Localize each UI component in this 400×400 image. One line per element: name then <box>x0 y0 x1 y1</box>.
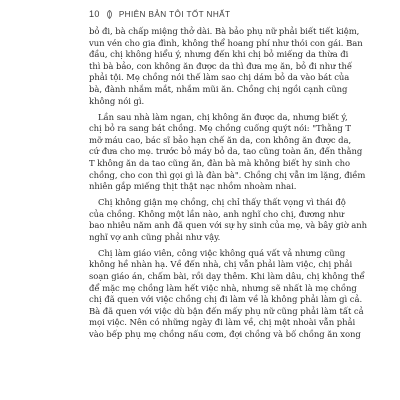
paragraph <box>89 111 366 193</box>
text-line: Chị không giận mẹ chồng, chị chỉ thấy thất vọng vì thái độ <box>98 197 346 208</box>
text-line: phải tội. Mẹ chồng nói thế làm sao chị dám bỏ da vào bát của <box>89 72 350 83</box>
text-line: bà, đành nhắm mắt, nhắm mũi ăn. Chồng chị ngồi cạnh cũng <box>89 83 348 94</box>
text-line: không hề nhàn hạ. Về đến nhà, chị vẫn phải làm việc, chị phải <box>89 259 353 270</box>
text-line: không nói gì. <box>89 95 145 106</box>
text-line: chồng, cho con thì gọi gì là đàn bà". Chồng chị vẫn im lặng, điềm <box>89 169 366 180</box>
text-line: soạn giáo án, chấm bài, rồi dạy thêm. Khi làm dâu, chị không thể <box>89 271 365 282</box>
text-line: vào bếp phụ mẹ chồng nấu cơm, đợi chồng và bố chồng ăn xong <box>89 329 361 340</box>
page-body-text <box>89 26 367 341</box>
leaf-icon <box>106 10 113 19</box>
text-line: vun vén cho gia đình, không thể hoang phí như thói con gái. Ban <box>89 37 363 48</box>
text-line: cứ đưa cho mẹ. trước bỏ máy bỏ da, tao cũng toàn ăn, đến thằng <box>89 146 363 157</box>
text-line: bao nhiêu năm anh đã quen với sự hy sinh của mẹ, và bây giờ anh <box>89 220 367 231</box>
page-number: 10 <box>89 9 100 19</box>
paragraph <box>89 197 367 243</box>
text-line: bỏ đi, bà chấp miệng thở dài. Bà bảo phụ nữ phải biết tiết kiệm, <box>89 26 360 36</box>
text-line: thì bà bảo, con không ăn được da thì đưa mẹ ăn, bỏ đi như thế <box>89 60 352 71</box>
text-line: mỡ máu cao, bác sĩ bảo hạn chế ăn da, con không ăn được da, <box>89 134 352 145</box>
text-line: mọi việc. Nên có những ngày đi làm về, chị mệt nhoài vẫn phải <box>89 317 356 328</box>
paragraph <box>89 247 365 341</box>
paragraph <box>89 26 363 107</box>
text-line: đầu, chị không hiểu ý, nhưng đến khi chị bỏ miếng da thừa đi <box>89 49 349 60</box>
page-header <box>89 7 230 21</box>
text-line: chị đã quen với việc chồng chị đi làm về là không phải làm gì cả. <box>89 294 363 305</box>
text-line: Bà đã quen với việc dù bận đến mấy phụ nữ cũng phải làm tất cả <box>89 305 364 316</box>
text-line: Lần sau nhà làm ngan, chị không ăn được da, nhưng biết ý, <box>98 111 348 122</box>
book-title: PHIÊN BẢN TÔI TỐT NHẤT <box>118 9 231 19</box>
text-line: nghĩ vợ anh cũng phải như vậy. <box>89 231 221 242</box>
text-line: chị bỏ ra sang bát chồng. Mẹ chồng cuống quýt nói: "Thằng T <box>89 123 351 134</box>
text-line: T không ăn da tao cũng ăn, đàn bà mà không biết hy sinh cho <box>89 157 351 168</box>
text-line: Chị làm giáo viên, công việc không quá vất vả nhưng cũng <box>98 247 346 258</box>
text-line: để mặc mẹ chồng làm hết việc nhà, nhưng sẽ nhất là mẹ chồng <box>89 282 357 293</box>
text-line: nhiên gắp miếng thịt thật nạc nhồm nhoàm nhai. <box>89 181 297 192</box>
text-line: của chồng. Không một lần nào, anh nghĩ cho chị, đương như <box>89 208 345 219</box>
